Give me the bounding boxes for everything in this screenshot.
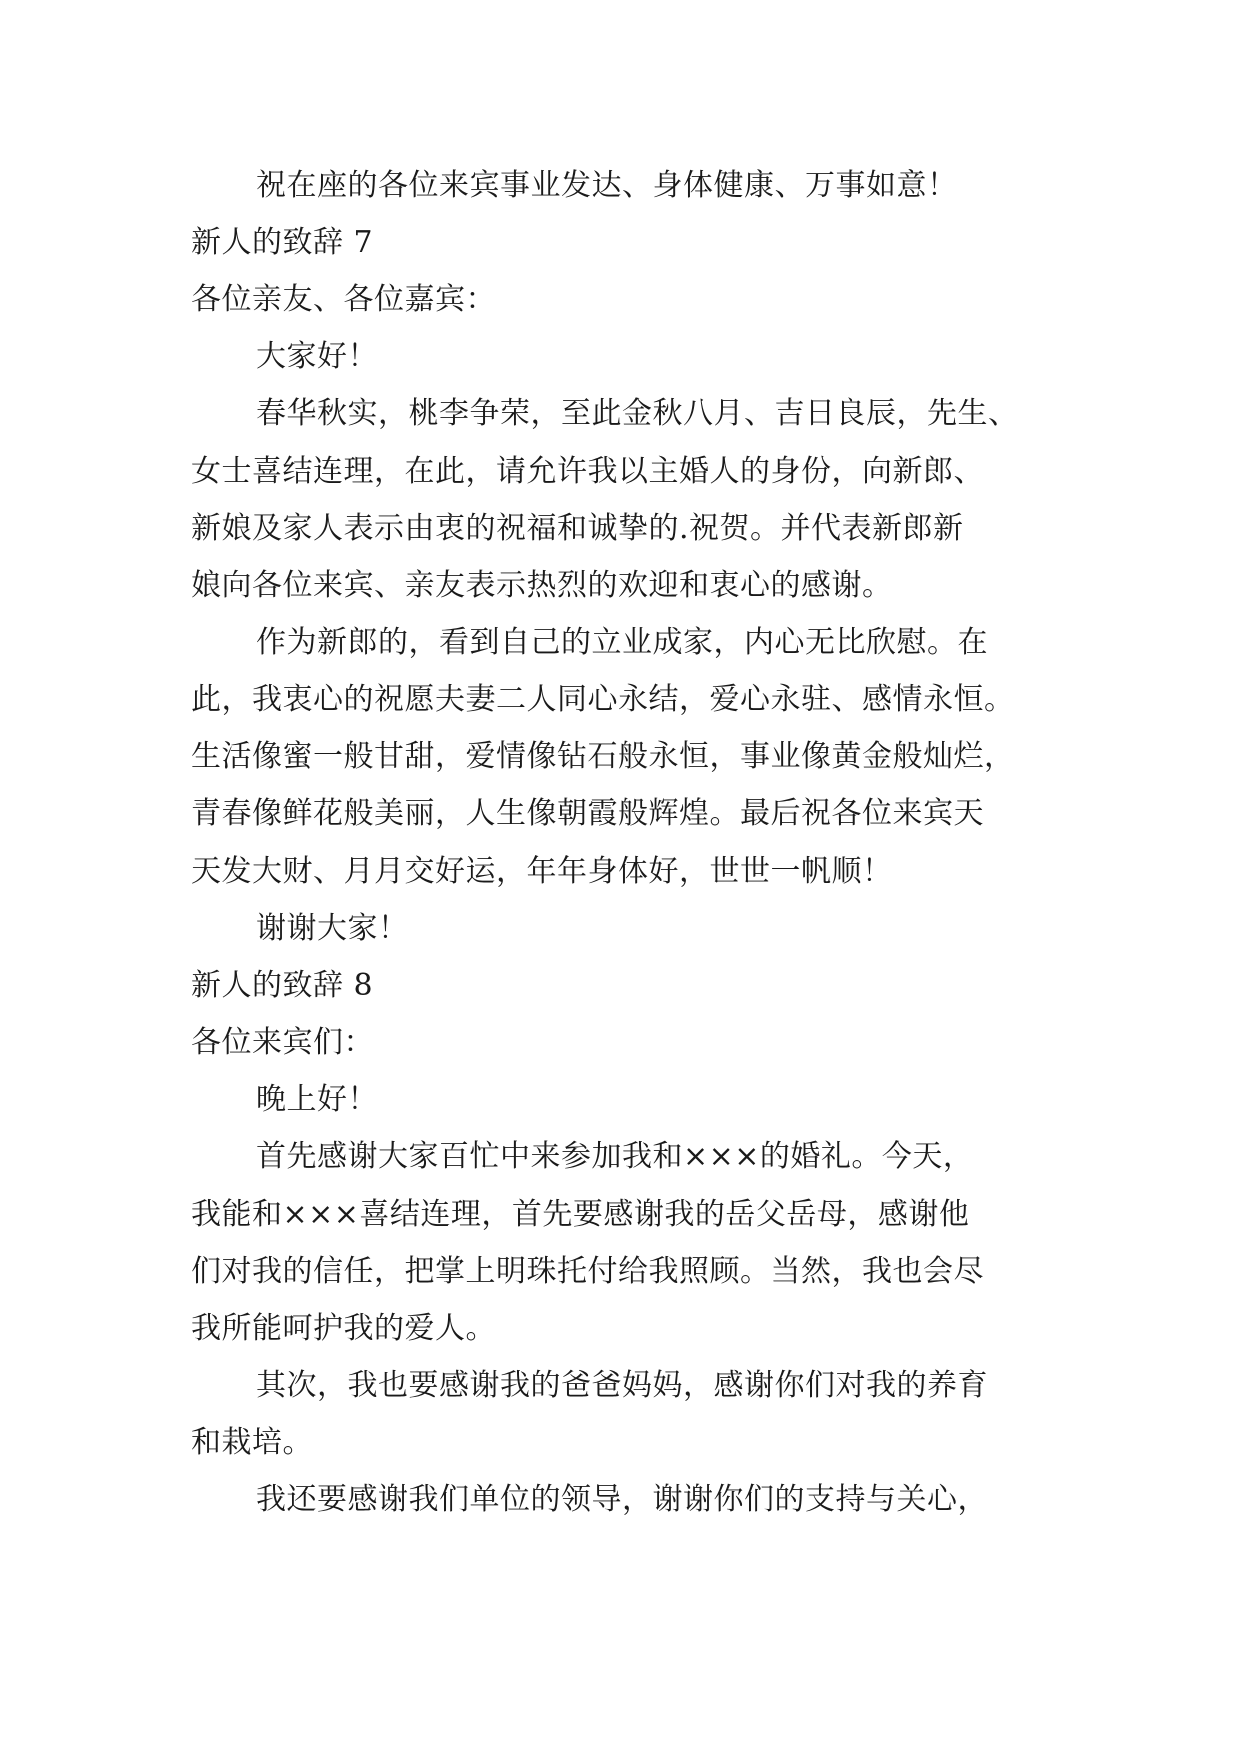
- text-line: 和栽培。: [191, 1425, 313, 1460]
- salutation: 各位来宾们：: [191, 1025, 374, 1060]
- text-line: 我所能呵护我的爱人。: [191, 1311, 496, 1346]
- greeting: 大家好！: [256, 339, 378, 374]
- section-heading: 新人的致辞 8: [191, 968, 374, 1003]
- greeting: 晚上好！: [256, 1082, 378, 1117]
- text-line: 生活像蜜一般甘甜，爱情像钻石般永恒，事业像黄金般灿烂，: [191, 739, 1015, 774]
- section-heading: 新人的致辞 7: [191, 225, 374, 260]
- text-line: 天发大财、月月交好运，年年身体好，世世一帆顺！: [191, 854, 893, 889]
- text-line: 其次，我也要感谢我的爸爸妈妈，感谢你们对我的养育: [256, 1368, 988, 1403]
- text-line: 祝在座的各位来宾事业发达、身体健康、万事如意！: [256, 168, 958, 203]
- text-line: 首先感谢大家百忙中来参加我和×××的婚礼。今天，: [256, 1139, 974, 1174]
- text-line: 女士喜结连理，在此，请允许我以主婚人的身份，向新郎、: [191, 454, 984, 489]
- text-line: 我还要感谢我们单位的领导，谢谢你们的支持与关心，: [256, 1482, 988, 1517]
- text-line: 此，我衷心的祝愿夫妻二人同心永结，爱心永驻、感情永恒。: [191, 682, 1015, 717]
- text-line: 们对我的信任，把掌上明珠托付给我照顾。当然，我也会尽: [191, 1254, 984, 1289]
- text-line: 娘向各位来宾、亲友表示热烈的欢迎和衷心的感谢。: [191, 568, 893, 603]
- salutation: 各位亲友、各位嘉宾：: [191, 282, 496, 317]
- closing-line: 谢谢大家！: [256, 911, 409, 946]
- text-line: 春华秋实，桃李争荣，至此金秋八月、吉日良辰，先生、: [256, 396, 1019, 431]
- text-line: 作为新郎的，看到自己的立业成家，内心无比欣慰。在: [256, 625, 988, 660]
- text-line: 青春像鲜花般美丽，人生像朝霞般辉煌。最后祝各位来宾天: [191, 796, 984, 831]
- text-line: 新娘及家人表示由衷的祝福和诚挚的.祝贺。并代表新郎新: [191, 511, 964, 546]
- text-line: 我能和×××喜结连理，首先要感谢我的岳父岳母，感谢他: [191, 1197, 970, 1232]
